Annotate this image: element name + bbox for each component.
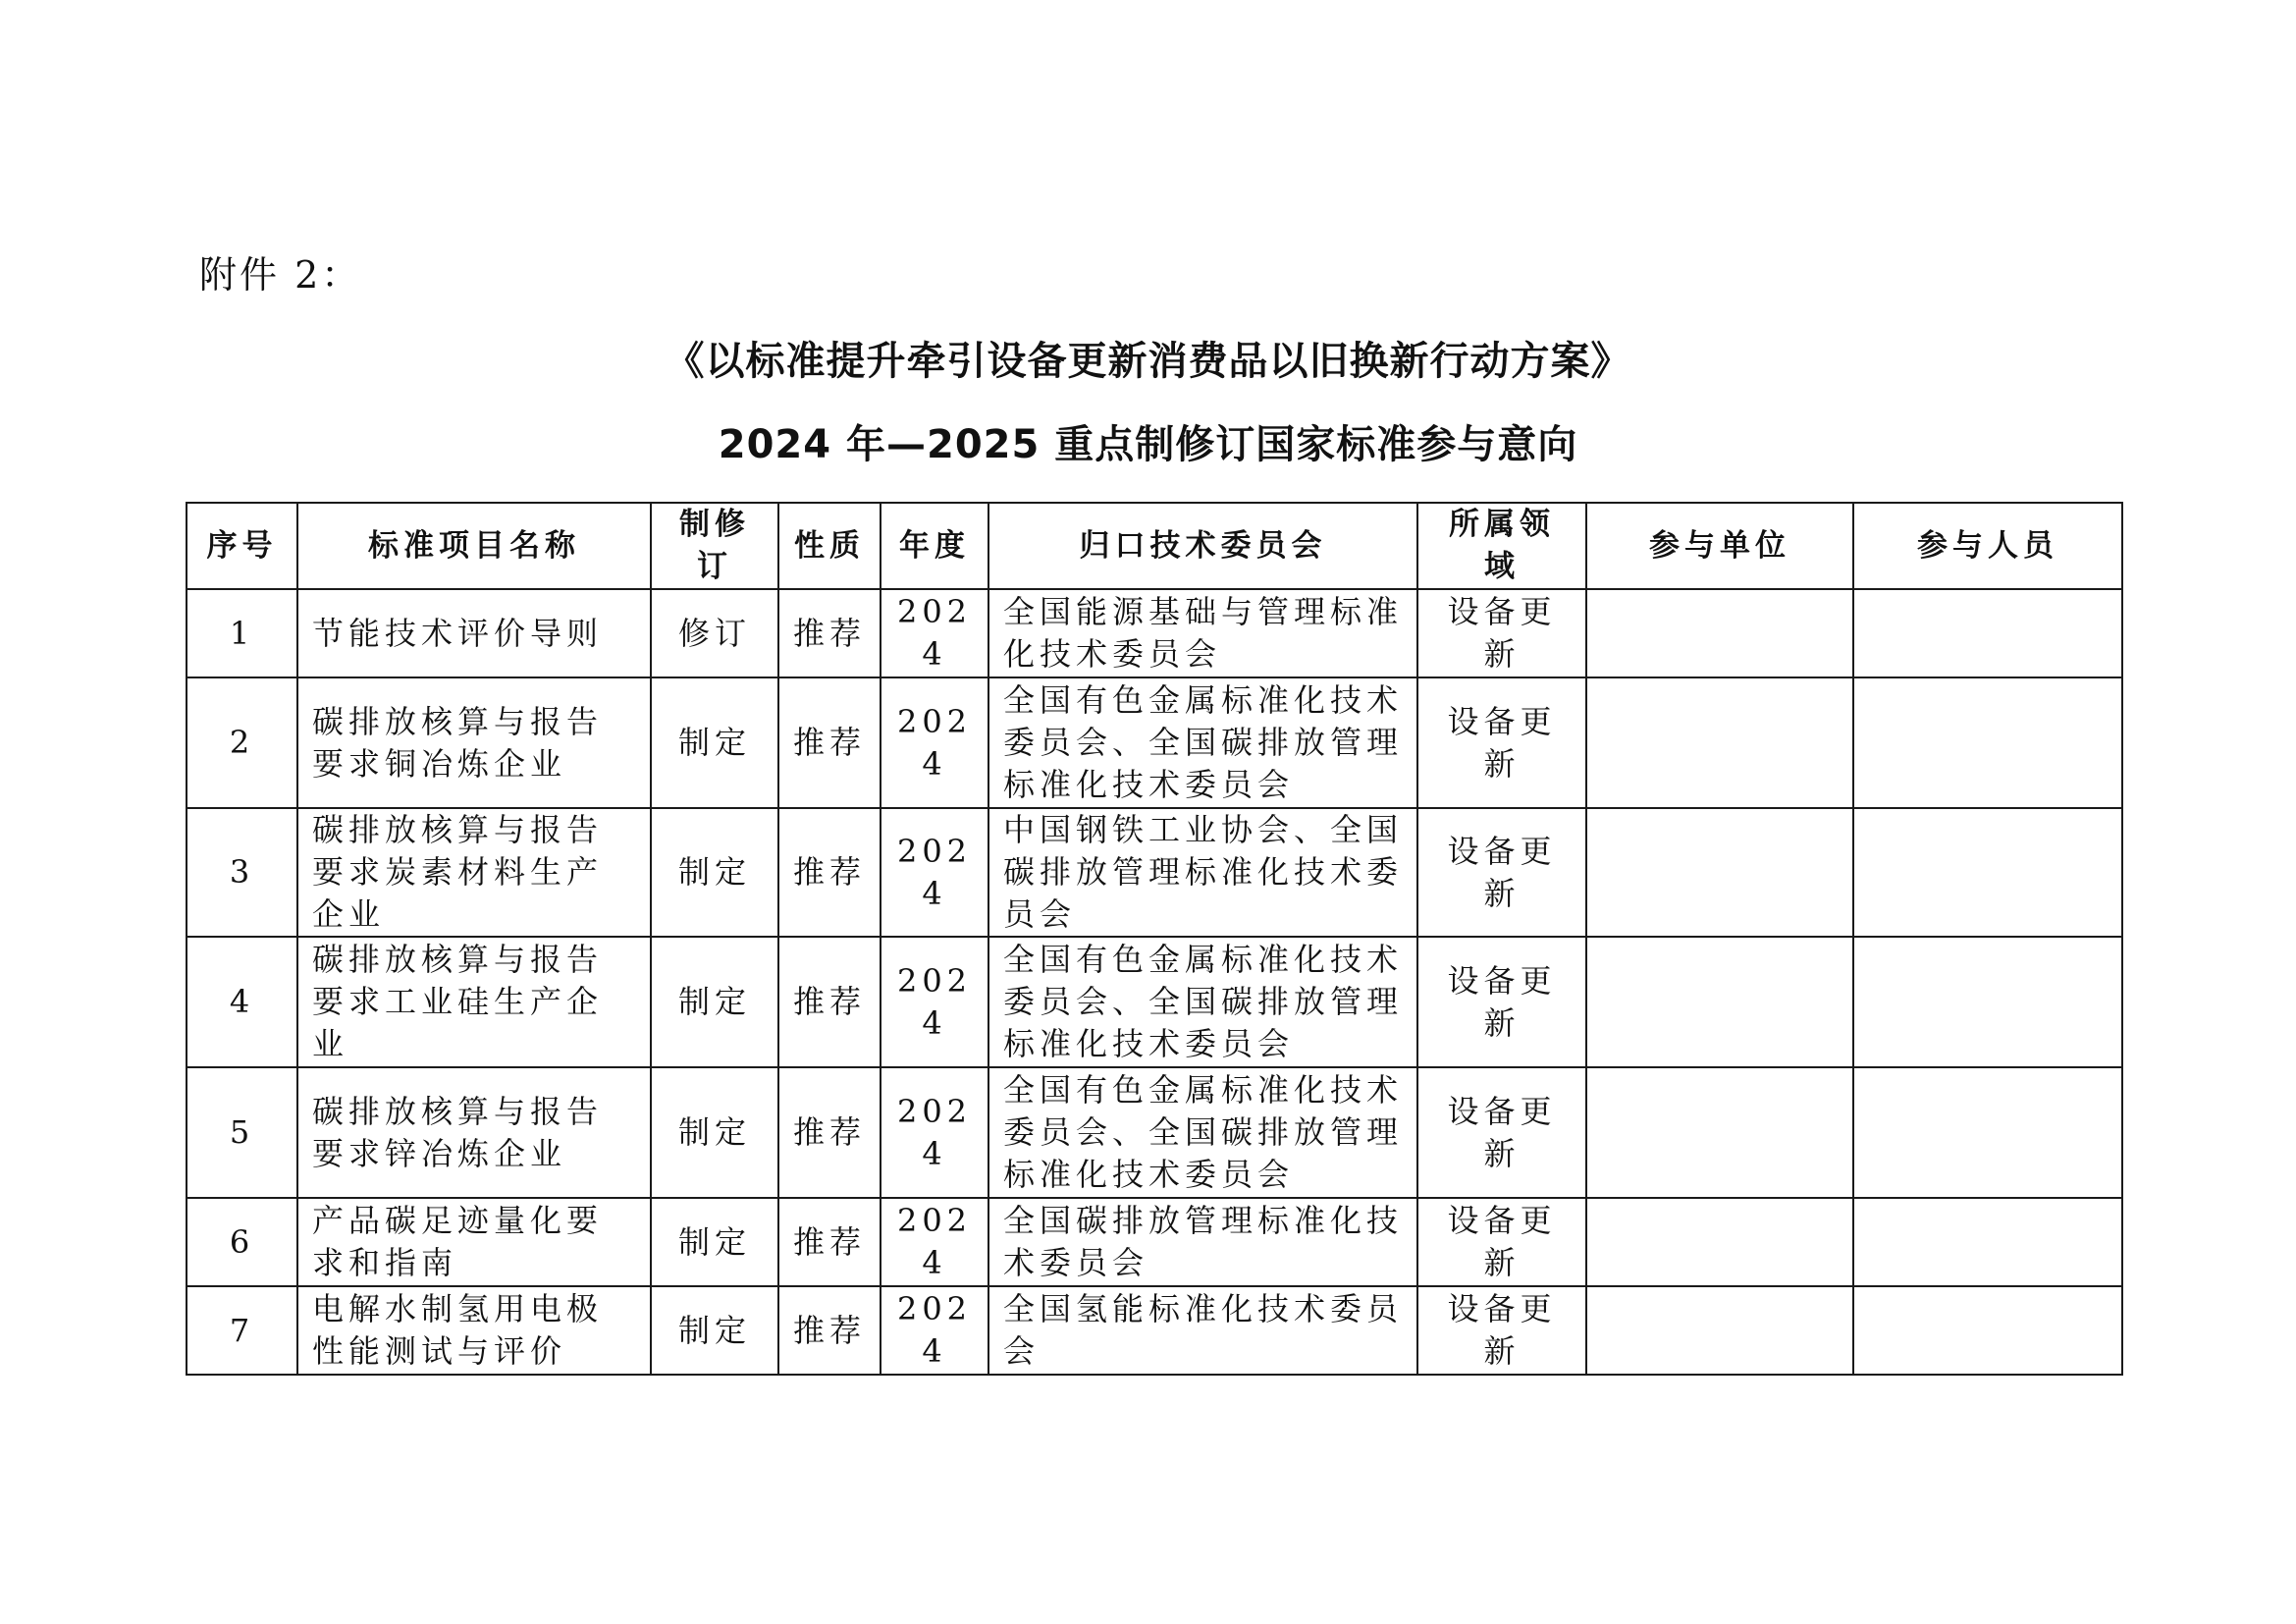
document-title-line2: 2024 年—2025 重点制修订国家标准参与意向 xyxy=(718,422,1578,467)
row-participating-unit[interactable] xyxy=(1586,677,1853,808)
row-committee: 中国钢铁工业协会、全国碳排放管理标准化技术委员会 xyxy=(988,808,1417,937)
header-no: 序号 xyxy=(187,503,297,589)
row-participants[interactable] xyxy=(1853,677,2122,808)
row-field: 设备更新 xyxy=(1417,589,1586,677)
row-standard-name: 碳排放核算与报告要求锌冶炼企业 xyxy=(297,1067,651,1198)
row-revision-type: 制定 xyxy=(651,808,778,937)
header-participating-unit: 参与单位 xyxy=(1586,503,1853,589)
table-row xyxy=(187,1286,2122,1375)
row-participants[interactable] xyxy=(1853,1286,2122,1375)
row-nature: 推荐 xyxy=(778,677,881,808)
row-year: 2024 xyxy=(881,589,988,677)
row-nature: 推荐 xyxy=(778,1067,881,1198)
row-year: 2024 xyxy=(881,1198,988,1286)
row-year: 2024 xyxy=(881,1067,988,1198)
row-committee: 全国碳排放管理标准化技术委员会 xyxy=(988,1198,1417,1286)
table-row xyxy=(187,589,2122,677)
row-committee: 全国氢能标准化技术委员会 xyxy=(988,1286,1417,1375)
row-participating-unit[interactable] xyxy=(1586,1067,1853,1198)
header-year: 年度 xyxy=(881,503,988,589)
row-committee: 全国有色金属标准化技术委员会、全国碳排放管理标准化技术委员会 xyxy=(988,677,1417,808)
row-revision-type: 制定 xyxy=(651,937,778,1067)
row-standard-name: 碳排放核算与报告要求工业硅生产企业 xyxy=(297,937,651,1067)
row-field: 设备更新 xyxy=(1417,677,1586,808)
row-committee: 全国能源基础与管理标准化技术委员会 xyxy=(988,589,1417,677)
table-row xyxy=(187,937,2122,1067)
row-participating-unit[interactable] xyxy=(1586,808,1853,937)
row-participants[interactable] xyxy=(1853,1067,2122,1198)
row-participating-unit[interactable] xyxy=(1586,937,1853,1067)
row-no: 3 xyxy=(187,808,297,937)
row-field: 设备更新 xyxy=(1417,1198,1586,1286)
row-year: 2024 xyxy=(881,808,988,937)
header-participants: 参与人员 xyxy=(1853,503,2122,589)
row-nature: 推荐 xyxy=(778,589,881,677)
row-field: 设备更新 xyxy=(1417,1286,1586,1375)
row-participants[interactable] xyxy=(1853,589,2122,677)
row-no: 1 xyxy=(187,589,297,677)
row-revision-type: 制定 xyxy=(651,1286,778,1375)
row-standard-name: 碳排放核算与报告要求铜冶炼企业 xyxy=(297,677,651,808)
standards-table xyxy=(186,502,2123,1376)
row-standard-name: 节能技术评价导则 xyxy=(297,589,651,677)
row-field: 设备更新 xyxy=(1417,808,1586,937)
row-no: 5 xyxy=(187,1067,297,1198)
attachment-label: 附件 2： xyxy=(199,253,362,297)
header-field: 所属领域 xyxy=(1417,503,1586,589)
row-revision-type: 制定 xyxy=(651,677,778,808)
header-standard-name: 标准项目名称 xyxy=(297,503,651,589)
row-participating-unit[interactable] xyxy=(1586,589,1853,677)
header-committee: 归口技术委员会 xyxy=(988,503,1417,589)
row-year: 2024 xyxy=(881,677,988,808)
row-participants[interactable] xyxy=(1853,1198,2122,1286)
row-nature: 推荐 xyxy=(778,937,881,1067)
row-field: 设备更新 xyxy=(1417,1067,1586,1198)
row-committee: 全国有色金属标准化技术委员会、全国碳排放管理标准化技术委员会 xyxy=(988,937,1417,1067)
row-participating-unit[interactable] xyxy=(1586,1198,1853,1286)
table-row xyxy=(187,1067,2122,1198)
row-field: 设备更新 xyxy=(1417,937,1586,1067)
table-header-row xyxy=(187,503,2122,589)
row-participants[interactable] xyxy=(1853,808,2122,937)
table-row xyxy=(187,1198,2122,1286)
row-committee: 全国有色金属标准化技术委员会、全国碳排放管理标准化技术委员会 xyxy=(988,1067,1417,1198)
row-nature: 推荐 xyxy=(778,808,881,937)
row-standard-name: 碳排放核算与报告要求炭素材料生产企业 xyxy=(297,808,651,937)
table-row xyxy=(187,677,2122,808)
row-no: 6 xyxy=(187,1198,297,1286)
row-year: 2024 xyxy=(881,937,988,1067)
row-participants[interactable] xyxy=(1853,937,2122,1067)
header-nature: 性质 xyxy=(778,503,881,589)
row-participating-unit[interactable] xyxy=(1586,1286,1853,1375)
row-revision-type: 制定 xyxy=(651,1198,778,1286)
table-row xyxy=(187,808,2122,937)
row-no: 4 xyxy=(187,937,297,1067)
row-revision-type: 制定 xyxy=(651,1067,778,1198)
row-nature: 推荐 xyxy=(778,1198,881,1286)
row-standard-name: 产品碳足迹量化要求和指南 xyxy=(297,1198,651,1286)
row-standard-name: 电解水制氢用电极性能测试与评价 xyxy=(297,1286,651,1375)
row-no: 2 xyxy=(187,677,297,808)
row-revision-type: 修订 xyxy=(651,589,778,677)
row-no: 7 xyxy=(187,1286,297,1375)
header-revision-type: 制修订 xyxy=(651,503,778,589)
row-year: 2024 xyxy=(881,1286,988,1375)
row-nature: 推荐 xyxy=(778,1286,881,1375)
document-title-line1: 《以标准提升牵引设备更新消费品以旧换新行动方案》 xyxy=(665,339,1631,384)
